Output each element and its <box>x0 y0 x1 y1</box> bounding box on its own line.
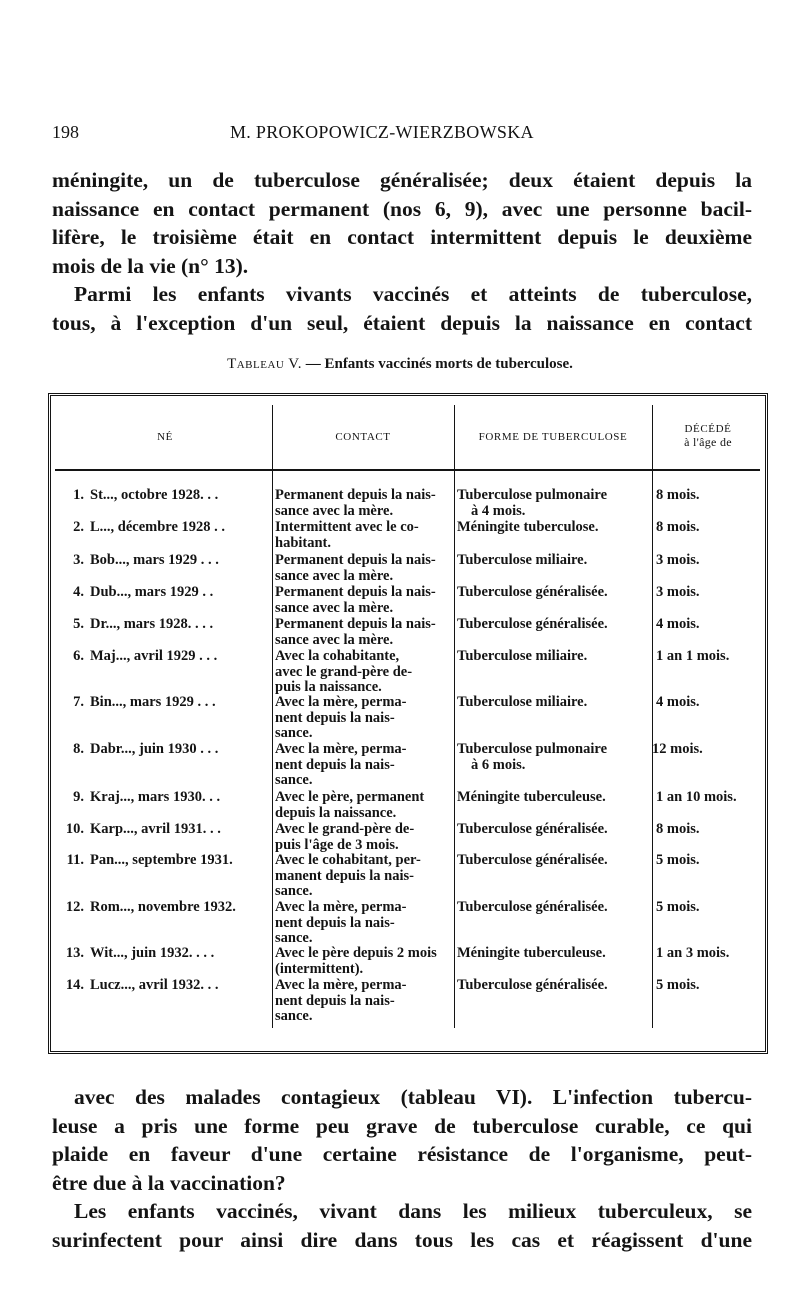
contact-line: Avec la mère, perma- <box>275 977 407 993</box>
row-number: 8. <box>73 742 84 757</box>
table-row-ne <box>58 742 270 758</box>
page-number: 198 <box>52 122 79 142</box>
contact-line: sance avec la mère. <box>275 631 394 648</box>
contact-line: habitant. <box>275 534 332 551</box>
forme-line: Tuberculose miliaire. <box>457 694 588 710</box>
table-row-ne <box>58 853 270 869</box>
table-row-forme <box>457 742 651 773</box>
row-name: Karp..., avril 1931. . . <box>90 822 221 837</box>
forme-line: Tuberculose généralisée. <box>457 852 608 868</box>
forme-line: Tuberculose miliaire. <box>457 552 588 568</box>
row-name: Wit..., juin 1932. . . . <box>90 946 215 961</box>
table-row-contact <box>275 695 455 742</box>
table-row-forme <box>457 553 651 569</box>
forme-line: Méningite tuberculeuse. <box>457 789 606 805</box>
contact-line: Permanent depuis la nais- <box>275 487 436 503</box>
table-row-decede: 5 mois. <box>656 899 700 915</box>
forme-line: à 6 mois. <box>471 756 526 773</box>
text-line: plaide en faveur d'une certaine résistance de l'organisme, peut- <box>52 1142 752 1167</box>
row-name: Lucz..., avril 1932. . . <box>90 978 219 993</box>
header-decede-line2: à l'âge de <box>684 435 732 449</box>
forme-line: Tuberculose généralisée. <box>457 821 608 837</box>
contact-line: nent depuis la nais- <box>275 709 395 726</box>
contact-line: sance. <box>275 725 313 741</box>
table-row-forme <box>457 978 651 994</box>
row-name: Rom..., novembre 1932. <box>90 900 236 915</box>
contact-line: sance avec la mère. <box>275 567 394 584</box>
page-header <box>52 122 752 146</box>
row-number: 10. <box>65 822 84 837</box>
contact-line: sance. <box>275 1008 313 1024</box>
table-row-contact <box>275 553 455 584</box>
text-line: méningite, un de tuberculose généralisée; deux étaient depuis la <box>52 168 752 192</box>
header-rule <box>55 469 760 471</box>
table-row-forme <box>457 900 651 916</box>
table-row-ne <box>58 585 270 601</box>
contact-line: nent depuis la nais- <box>275 914 395 931</box>
table-row-contact <box>275 488 455 519</box>
text-line: mois de la vie (n° 13). <box>52 253 249 278</box>
row-name: Dr..., mars 1928. . . . <box>90 617 214 632</box>
table-row-decede: 4 mois. <box>656 694 700 710</box>
table-row-contact <box>275 853 455 900</box>
table-row-ne <box>58 695 270 711</box>
table-row-contact <box>275 520 455 551</box>
text-line: naissance en contact permanent (nos 6, 9), avec une personne bacil- <box>52 196 752 221</box>
contact-line: nent depuis la nais- <box>275 756 395 773</box>
forme-line: Tuberculose pulmonaire <box>457 487 607 503</box>
row-name: Dabr..., juin 1930 . . . <box>90 742 219 757</box>
forme-line: Tuberculose généralisée. <box>457 616 608 632</box>
header-contact: CONTACT <box>335 431 391 443</box>
text-line: avec des malades contagieux (tableau VI). L'infection tubercu- <box>74 1085 752 1109</box>
forme-line: Tuberculose généralisée. <box>457 584 608 600</box>
header-decede-line1: DÉCÉDÉ <box>684 423 732 435</box>
forme-line: Méningite tuberculose. <box>457 519 599 535</box>
table-row-forme <box>457 853 651 869</box>
forme-line: à 4 mois. <box>471 502 526 519</box>
forme-line: Tuberculose généralisée. <box>457 899 608 915</box>
header-forme: FORME DE TUBERCULOSE <box>478 431 628 443</box>
table-row-contact <box>275 790 455 821</box>
contact-line: sance avec la mère. <box>275 599 394 616</box>
table-row-forme <box>457 520 651 536</box>
table-row-forme <box>457 946 651 962</box>
row-name: Dub..., mars 1929 . . <box>90 585 214 600</box>
table-row-contact <box>275 742 455 789</box>
row-number: 2. <box>73 520 84 535</box>
forme-line: Tuberculose pulmonaire <box>457 741 607 757</box>
table-row-ne <box>58 520 270 536</box>
text-line: surinfectent pour ainsi dire dans tous les cas et réagissent d'une <box>52 1227 752 1252</box>
table-row-decede: 3 mois. <box>656 584 700 600</box>
table-row-contact <box>275 649 455 696</box>
contact-line: sance. <box>275 772 313 788</box>
contact-line: Avec le grand-père de- <box>275 821 415 837</box>
contact-line: Avec la mère, perma- <box>275 899 407 915</box>
running-head: M. PROKOPOWICZ-WIERZBOWSKA <box>230 122 534 142</box>
table-row-decede: 3 mois. <box>656 552 700 568</box>
text-line: leuse a pris une forme peu grave de tuberculose curable, ce qui <box>52 1113 752 1138</box>
contact-line: Avec la mère, perma- <box>275 741 407 757</box>
table-row-forme <box>457 790 651 806</box>
row-name: Bin..., mars 1929 . . . <box>90 695 216 710</box>
row-number: 12. <box>65 900 84 915</box>
row-number: 4. <box>73 585 84 600</box>
row-name: Bob..., mars 1929 . . . <box>90 553 219 568</box>
table-row-contact <box>275 946 455 977</box>
row-number: 5. <box>73 617 84 632</box>
table-row-forme <box>457 617 651 633</box>
column-divider <box>652 405 653 1028</box>
contact-line: Avec la cohabitante, <box>275 648 400 664</box>
table-row-ne <box>58 822 270 838</box>
outro-paragraph <box>52 1083 752 1255</box>
row-name: St..., octobre 1928. . . <box>90 488 219 503</box>
table-row-forme <box>457 585 651 601</box>
table-caption <box>0 356 800 373</box>
row-number: 6. <box>73 649 84 664</box>
contact-line: Intermittent avec le co- <box>275 519 419 535</box>
table-row-contact <box>275 978 455 1025</box>
table-row-ne <box>58 790 270 806</box>
table-row-ne <box>58 978 270 994</box>
table-row-decede: 1 an 1 mois. <box>656 648 730 664</box>
table-row-forme <box>457 649 651 665</box>
contact-line: Avec le cohabitant, per- <box>275 852 421 868</box>
contact-line: sance avec la mère. <box>275 502 394 519</box>
table-row-decede: 5 mois. <box>656 852 700 868</box>
contact-line: depuis la naissance. <box>275 804 397 821</box>
table-row-ne <box>58 649 270 665</box>
table-row-decede: 1 an 10 mois. <box>656 789 737 805</box>
contact-line: Avec la mère, perma- <box>275 694 407 710</box>
caption-title: — Enfants vaccinés morts de tuberculose. <box>305 356 573 372</box>
text-line: Parmi les enfants vivants vaccinés et atteints de tuberculose, <box>74 282 752 307</box>
intro-paragraph <box>52 166 752 338</box>
table-row-contact <box>275 822 455 853</box>
row-name: Maj..., avril 1929 . . . <box>90 649 218 664</box>
table-row-decede: 8 mois. <box>656 821 700 837</box>
table-row-contact <box>275 900 455 947</box>
table-row-contact <box>275 585 455 616</box>
forme-line: Tuberculose généralisée. <box>457 977 608 993</box>
header-decede <box>654 423 762 450</box>
row-number: 9. <box>73 790 84 805</box>
table-row-ne <box>58 900 270 916</box>
row-number: 11. <box>66 853 84 868</box>
contact-line: sance. <box>275 883 313 899</box>
forme-line: Tuberculose miliaire. <box>457 648 588 664</box>
table-row-decede: 8 mois. <box>656 487 700 503</box>
forme-line: Méningite tuberculeuse. <box>457 945 606 961</box>
text-line: lifère, le troisième était en contact intermittent depuis le deuxième <box>52 225 752 250</box>
table-row-forme <box>457 695 651 711</box>
row-number: 7. <box>73 695 84 710</box>
contact-line: Permanent depuis la nais- <box>275 552 436 568</box>
table-row-contact <box>275 617 455 648</box>
text-line: Les enfants vaccinés, vivant dans les milieux tuberculeux, se <box>74 1199 752 1224</box>
contact-line: (intermittent). <box>275 960 364 977</box>
table-row-decede: 1 an 3 mois. <box>656 945 730 961</box>
contact-line: puis la naissance. <box>275 679 382 695</box>
row-number: 13. <box>65 946 84 961</box>
table-row-ne <box>58 553 270 569</box>
contact-line: Avec le père depuis 2 mois <box>275 945 437 961</box>
table-row-forme <box>457 488 651 519</box>
header-ne: NÉ <box>157 431 173 443</box>
contact-line: nent depuis la nais- <box>275 992 395 1009</box>
contact-line: manent depuis la nais- <box>275 867 414 884</box>
contact-line: puis l'âge de 3 mois. <box>275 836 399 853</box>
row-name: Pan..., septembre 1931. <box>90 853 233 868</box>
contact-line: avec le grand-père de- <box>275 663 413 680</box>
row-number: 3. <box>73 553 84 568</box>
table-row-ne <box>58 946 270 962</box>
table-row-ne <box>58 617 270 633</box>
row-name: L..., décembre 1928 . . <box>90 520 226 535</box>
caption-label: Tableau V. <box>227 356 302 372</box>
table-row-decede: 8 mois. <box>656 519 700 535</box>
column-divider <box>272 405 273 1028</box>
table-row-forme <box>457 822 651 838</box>
contact-line: Permanent depuis la nais- <box>275 584 436 600</box>
row-number: 1. <box>73 488 84 503</box>
contact-line: sance. <box>275 930 313 946</box>
text-line: tous, à l'exception d'un seul, étaient depuis la naissance en contact <box>52 310 752 335</box>
contact-line: Avec le père, permanent <box>275 789 425 805</box>
row-name: Kraj..., mars 1930. . . <box>90 790 221 805</box>
table-row-decede: 12 mois. <box>652 741 703 757</box>
row-number: 14. <box>65 978 84 993</box>
table-row-decede: 4 mois. <box>656 616 700 632</box>
table-row-decede: 5 mois. <box>656 977 700 993</box>
table-row-ne <box>58 488 270 504</box>
text-line: être due à la vaccination? <box>52 1170 286 1195</box>
contact-line: Permanent depuis la nais- <box>275 616 436 632</box>
